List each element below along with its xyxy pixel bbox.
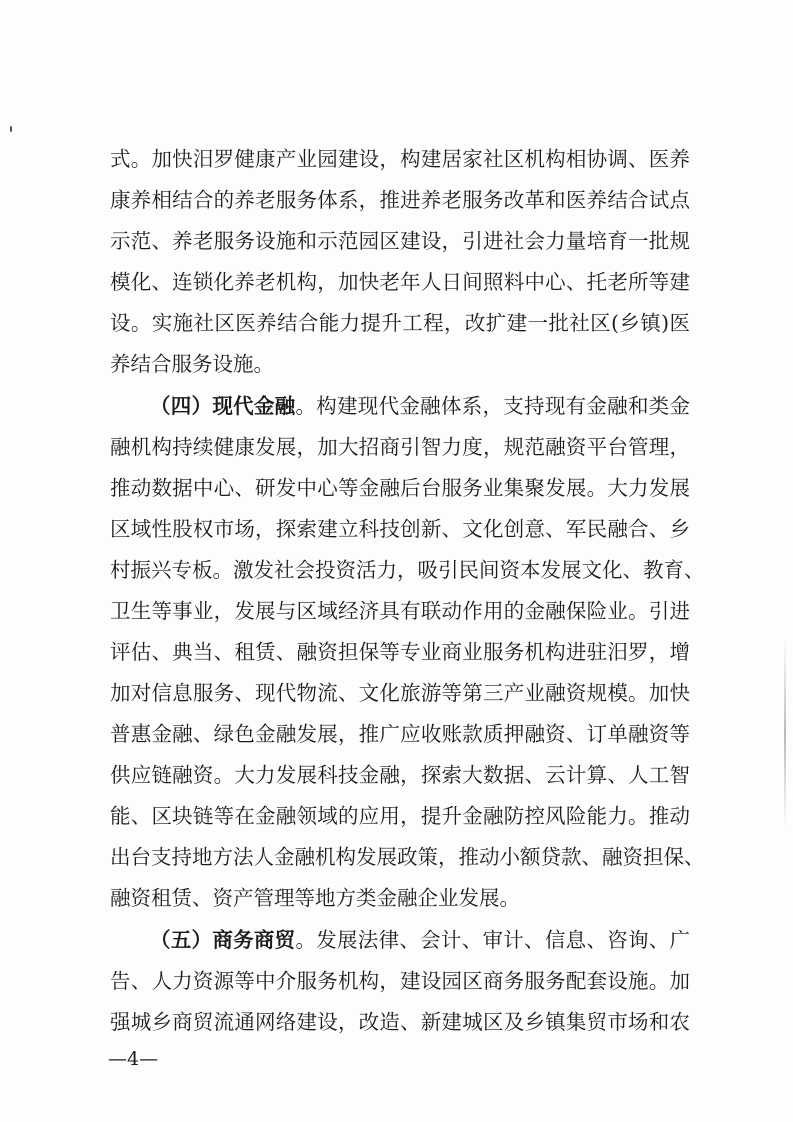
body-text-line: 示范、养老服务设施和示范园区建设，引进社会力量培育一批规 — [110, 229, 690, 253]
body-text-line: 康养相结合的养老服务体系，推进养老服务改革和医养结合试点 — [110, 188, 690, 212]
body-text-line: 融机构持续健康发展，加大招商引智力度，规范融资平台管理， — [110, 435, 690, 459]
body-text-line: 卫生等事业，发展与区域经济具有联动作用的金融保险业。引进 — [110, 599, 690, 623]
page-number: —4— — [108, 1048, 159, 1070]
body-text-line: 出台支持地方法人金融机构发展政策，推动小额贷款、融资担保、 — [110, 845, 705, 869]
body-text-line: 普惠金融、绿色金融发展，推广应收账款质押融资、订单融资等 — [110, 722, 690, 746]
section-4-heading: （四）现代金融 — [150, 394, 296, 418]
scan-edge-shadow — [784, 640, 786, 830]
body-text-line: 评估、典当、租赁、融资担保等专业商业服务机构进驻汨罗，增 — [110, 640, 690, 664]
body-text-line: 能、区块链等在金融领域的应用，提升金融防控风险能力。推动 — [110, 804, 690, 828]
body-text-line: 加对信息服务、现代物流、文化旅游等第三产业融资规模。加快 — [110, 681, 690, 705]
body-text-line: 养结合服务设施。 — [110, 352, 274, 376]
section-5-heading: （五）商务商贸 — [150, 928, 296, 952]
section-4-first-line-text: 。构建现代金融体系，支持现有金融和类金 — [295, 394, 691, 418]
body-text-line: 强城乡商贸流通网络建设，改造、新建城区及乡镇集贸市场和农 — [110, 1010, 690, 1034]
section-5-first-line — [150, 920, 690, 960]
body-text-line: 供应链融资。大力发展科技金融，探索大数据、云计算、人工智 — [110, 763, 690, 787]
body-text-line: 模化、连锁化养老机构，加快老年人日间照料中心、托老所等建 — [110, 270, 690, 294]
body-text-line: 推动数据中心、研发中心等金融后台服务业集聚发展。大力发展 — [110, 476, 690, 500]
body-text-line: 告、人力资源等中介服务机构，建设园区商务服务配套设施。加 — [110, 969, 690, 993]
section-4-first-line — [150, 386, 690, 426]
body-text-line: 设。实施社区医养结合能力提升工程，改扩建一批社区(乡镇)医 — [110, 311, 690, 335]
section-5-first-line-text: 。发展法律、会计、审计、信息、咨询、广 — [295, 928, 691, 952]
body-text-line: 融资租赁、资产管理等地方类金融企业发展。 — [110, 886, 520, 910]
body-text-line: 村振兴专板。激发社会投资活力，吸引民间资本发展文化、教育、 — [110, 558, 705, 582]
body-text-line: 区域性股权市场，探索建立科技创新、文化创意、军民融合、乡 — [110, 517, 690, 541]
body-text-line: 式。加快汨罗健康产业园建设，构建居家社区机构相协调、医养 — [110, 147, 690, 171]
scan-speck — [10, 126, 12, 132]
